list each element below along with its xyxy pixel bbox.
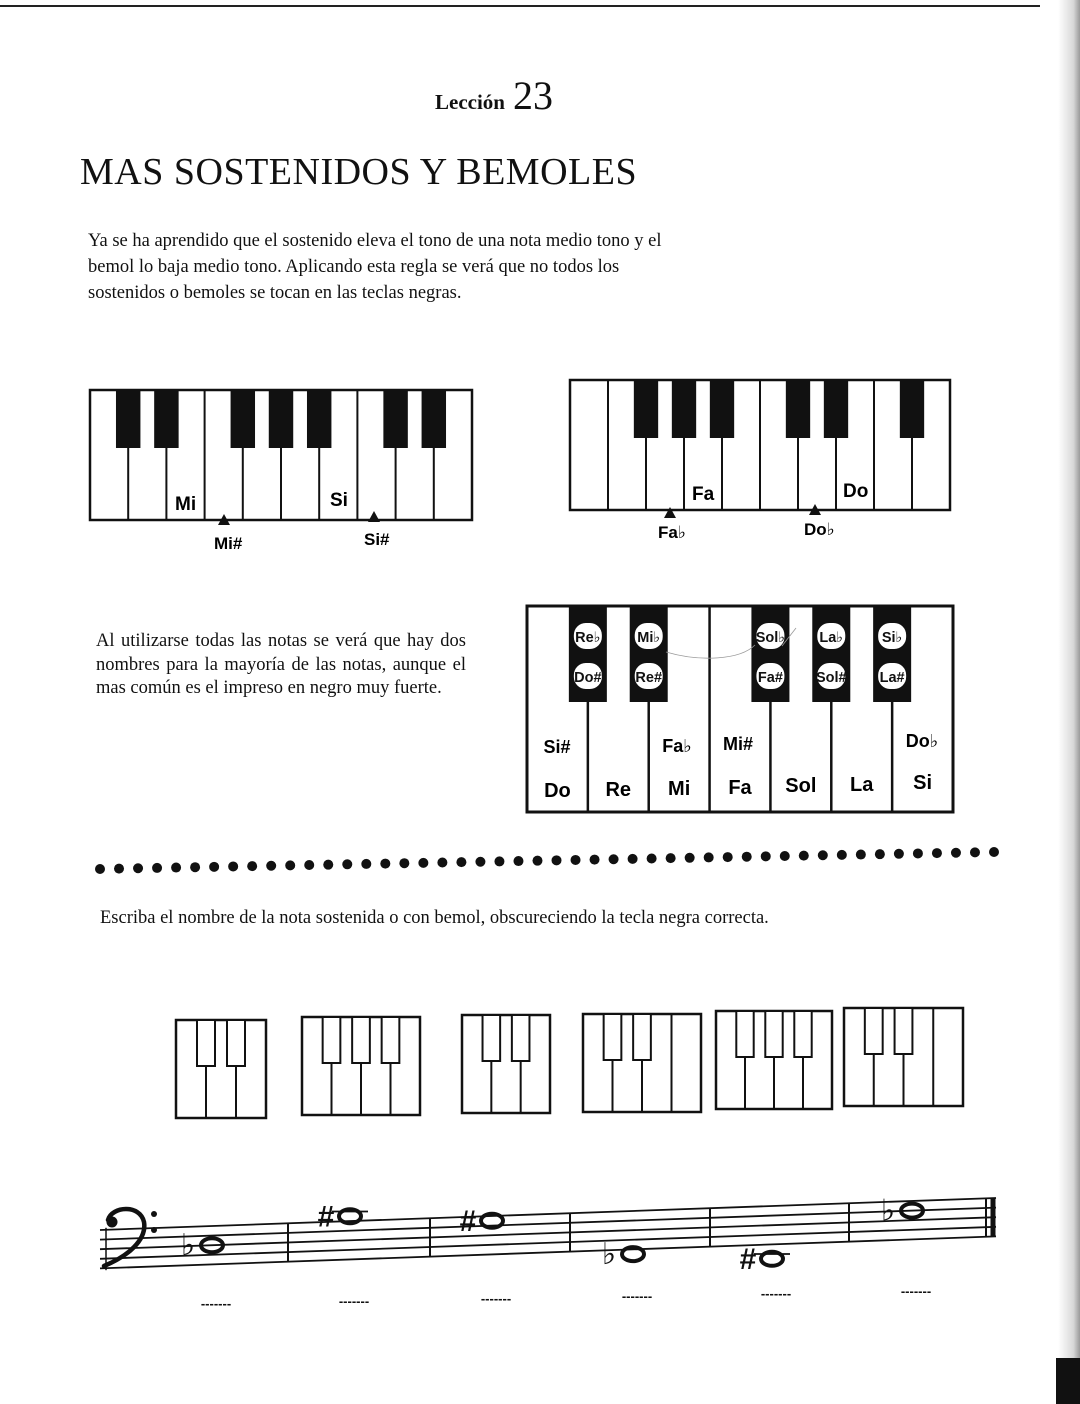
keyboard-2 — [570, 380, 950, 542]
staff-line — [100, 1227, 996, 1259]
separator-dot — [342, 859, 352, 869]
separator-dot — [399, 858, 409, 868]
black-key — [900, 380, 924, 438]
exercise-instruction: Escriba el nombre de la nota sostenida o con bemol, obscureciendo la tecla negra correcta. — [100, 908, 769, 928]
black-key — [231, 390, 255, 448]
separator-dot — [571, 855, 581, 865]
page-title: MAS SOSTENIDOS Y BEMOLES — [80, 151, 638, 193]
black-key — [154, 390, 178, 448]
blank-black-key — [765, 1011, 782, 1057]
separator-dot — [704, 852, 714, 862]
staff-line — [100, 1198, 996, 1230]
separator-dot — [304, 860, 314, 870]
separator-dot — [552, 855, 562, 865]
kb3-natural-mi: Mi — [668, 778, 691, 800]
separator-dot — [970, 847, 980, 857]
kb2-marker-do-flat: Do♭ — [804, 520, 835, 539]
exercise-keyboard-frame — [176, 1020, 266, 1118]
note-6-flat-icon: ♭ — [880, 1194, 896, 1228]
blank-black-key — [483, 1015, 501, 1061]
answer-blank-1: ------- — [200, 1296, 232, 1311]
blank-black-key — [794, 1011, 811, 1057]
separator-dot — [513, 856, 523, 866]
kb2-label-fa: Fa — [692, 484, 715, 505]
note-1-flat-icon: ♭ — [180, 1229, 196, 1263]
answer-blank-4: ------- — [621, 1288, 653, 1304]
intro-paragraph: Ya se ha aprendido que el sostenido eleva el tono de una nota medio tono y el bemol lo baja medio tono. Aplicando esta regla se verá que no todos los sostenidos o bemoles se tocan en las teclas negras. — [88, 231, 662, 303]
blank-black-key — [512, 1015, 530, 1061]
keyboard-1 — [90, 390, 472, 553]
kb3-black-label-fa-sharp: Fa# — [757, 670, 783, 686]
separator-dot — [913, 848, 923, 858]
separator-dot — [380, 859, 390, 869]
keyboard-1-black-keys — [116, 390, 446, 448]
kb1-marker-mi-sharp: Mi# — [214, 534, 243, 553]
separator-dot — [875, 849, 885, 859]
answer-blank-5: ------- — [760, 1286, 792, 1301]
separator-dot — [494, 856, 504, 866]
kb3-black-label-re-flat: Re♭ — [575, 630, 601, 646]
staff-line — [100, 1208, 996, 1240]
kb3-enh-fa-flat: Fa♭ — [662, 736, 692, 756]
staff-lines — [100, 1198, 996, 1268]
separator-dot — [437, 857, 447, 867]
separator-dot — [418, 858, 428, 868]
kb3-black-label-re-sharp: Re# — [635, 670, 663, 686]
separator-dot — [114, 864, 124, 874]
kb3-black-label-do-sharp: Do# — [574, 670, 602, 686]
separator-dot — [818, 850, 828, 860]
separator-dot — [361, 859, 371, 869]
blank-black-key — [352, 1017, 370, 1063]
separator-dot — [723, 852, 733, 862]
answer-blank-6: ------- — [900, 1283, 932, 1299]
lesson-label: Lección — [435, 90, 505, 114]
bass-staff — [100, 1195, 996, 1311]
separator-dot — [932, 848, 942, 858]
separator-dot — [647, 854, 657, 864]
blank-black-key — [197, 1020, 215, 1066]
separator-dot — [951, 848, 961, 858]
kb2-marker-fa-flat: Fa♭ — [658, 523, 686, 542]
separator-dot — [171, 863, 181, 873]
blank-black-key — [227, 1020, 245, 1066]
separator-dot — [780, 851, 790, 861]
blank-black-key — [736, 1011, 753, 1057]
separator-dot — [856, 850, 866, 860]
separator-dot — [609, 854, 619, 864]
separator-dot — [685, 853, 695, 863]
black-key — [634, 380, 658, 438]
separator-dot — [133, 863, 143, 873]
separator-dot — [209, 862, 219, 872]
black-key — [307, 390, 331, 448]
kb3-natural-sol: Sol — [785, 775, 817, 797]
blank-black-key — [382, 1017, 400, 1063]
kb3-natural-do: Do — [544, 780, 571, 802]
separator-dot — [190, 862, 200, 872]
separator-dot — [228, 861, 238, 871]
kb3-black-label-si-flat: Si♭ — [881, 630, 903, 646]
separator-dot — [152, 863, 162, 873]
kb2-label-do: Do — [843, 481, 869, 502]
kb1-label-mi: Mi — [175, 494, 197, 515]
dotted-separator — [95, 847, 999, 874]
separator-dot — [285, 860, 295, 870]
kb3-black-label-la-sharp: La# — [879, 670, 905, 686]
note-5-sharp-icon: # — [739, 1242, 757, 1276]
blank-black-key — [633, 1014, 651, 1060]
kb3-natural-la: La — [850, 774, 874, 796]
note-4-flat-icon: ♭ — [601, 1238, 617, 1272]
blank-black-key — [604, 1014, 622, 1060]
black-key — [269, 390, 293, 448]
kb3-black-label-sol-flat: Sol♭ — [755, 630, 786, 646]
exercise-keyboards — [176, 1008, 963, 1118]
separator-dot — [628, 854, 638, 864]
blank-black-key — [895, 1008, 913, 1054]
explain-paragraph: Al utilizarse todas las notas se verá que hay dos nombres para la mayoría de las notas, aunque el mas común es el impreso en negro muy fuerte. — [96, 631, 466, 698]
separator-dot — [456, 857, 466, 867]
blank-black-key — [865, 1008, 883, 1054]
kb1-marker-si-sharp: Si# — [364, 530, 390, 549]
separator-dot — [666, 853, 676, 863]
staff-line — [100, 1236, 996, 1268]
exercise-keyboard-frame — [462, 1015, 550, 1113]
black-key — [786, 380, 810, 438]
separator-dot — [247, 861, 257, 871]
lesson-number: 23 — [512, 73, 553, 118]
separator-dot — [532, 856, 542, 866]
black-key — [116, 390, 140, 448]
black-key — [710, 380, 734, 438]
black-key — [672, 380, 696, 438]
separator-dot — [799, 851, 809, 861]
kb3-black-label-mi-flat: Mi♭ — [637, 630, 661, 646]
keyboard-3 — [527, 606, 953, 812]
answer-blank-3: ------- — [480, 1291, 512, 1306]
kb3-enh-mi-sharp: Mi# — [722, 734, 754, 754]
kb3-enh-si-sharp: Si# — [543, 737, 571, 757]
kb3-black-label-sol-sharp: Sol# — [815, 670, 847, 686]
whole-note — [754, 1252, 790, 1266]
separator-dot — [989, 847, 999, 857]
answer-blanks — [201, 1284, 931, 1312]
separator-dot — [761, 851, 771, 861]
note-3-sharp-icon: # — [459, 1204, 477, 1238]
answer-blank-2: ------- — [338, 1293, 370, 1309]
separator-dot — [323, 860, 333, 870]
separator-dot — [837, 850, 847, 860]
kb3-natural-fa: Fa — [728, 777, 752, 799]
kb3-natural-si: Si — [913, 772, 933, 794]
black-key — [383, 390, 407, 448]
separator-dot — [894, 849, 904, 859]
separator-dot — [475, 857, 485, 867]
separator-dot — [95, 864, 105, 874]
staff-notes — [181, 1195, 923, 1276]
black-key — [824, 380, 848, 438]
kb3-black-label-la-flat: La♭ — [819, 630, 844, 646]
kb3-natural-re: Re — [605, 779, 632, 801]
black-key — [422, 390, 446, 448]
separator-dot — [742, 852, 752, 862]
separator-dot — [590, 855, 600, 865]
note-2-sharp-icon: # — [317, 1200, 335, 1234]
separator-dot — [266, 861, 276, 871]
blank-black-key — [323, 1017, 341, 1063]
staff-line — [100, 1217, 996, 1249]
kb1-label-si: Si — [330, 490, 348, 511]
kb3-enh-do-flat: Do♭ — [905, 731, 939, 751]
